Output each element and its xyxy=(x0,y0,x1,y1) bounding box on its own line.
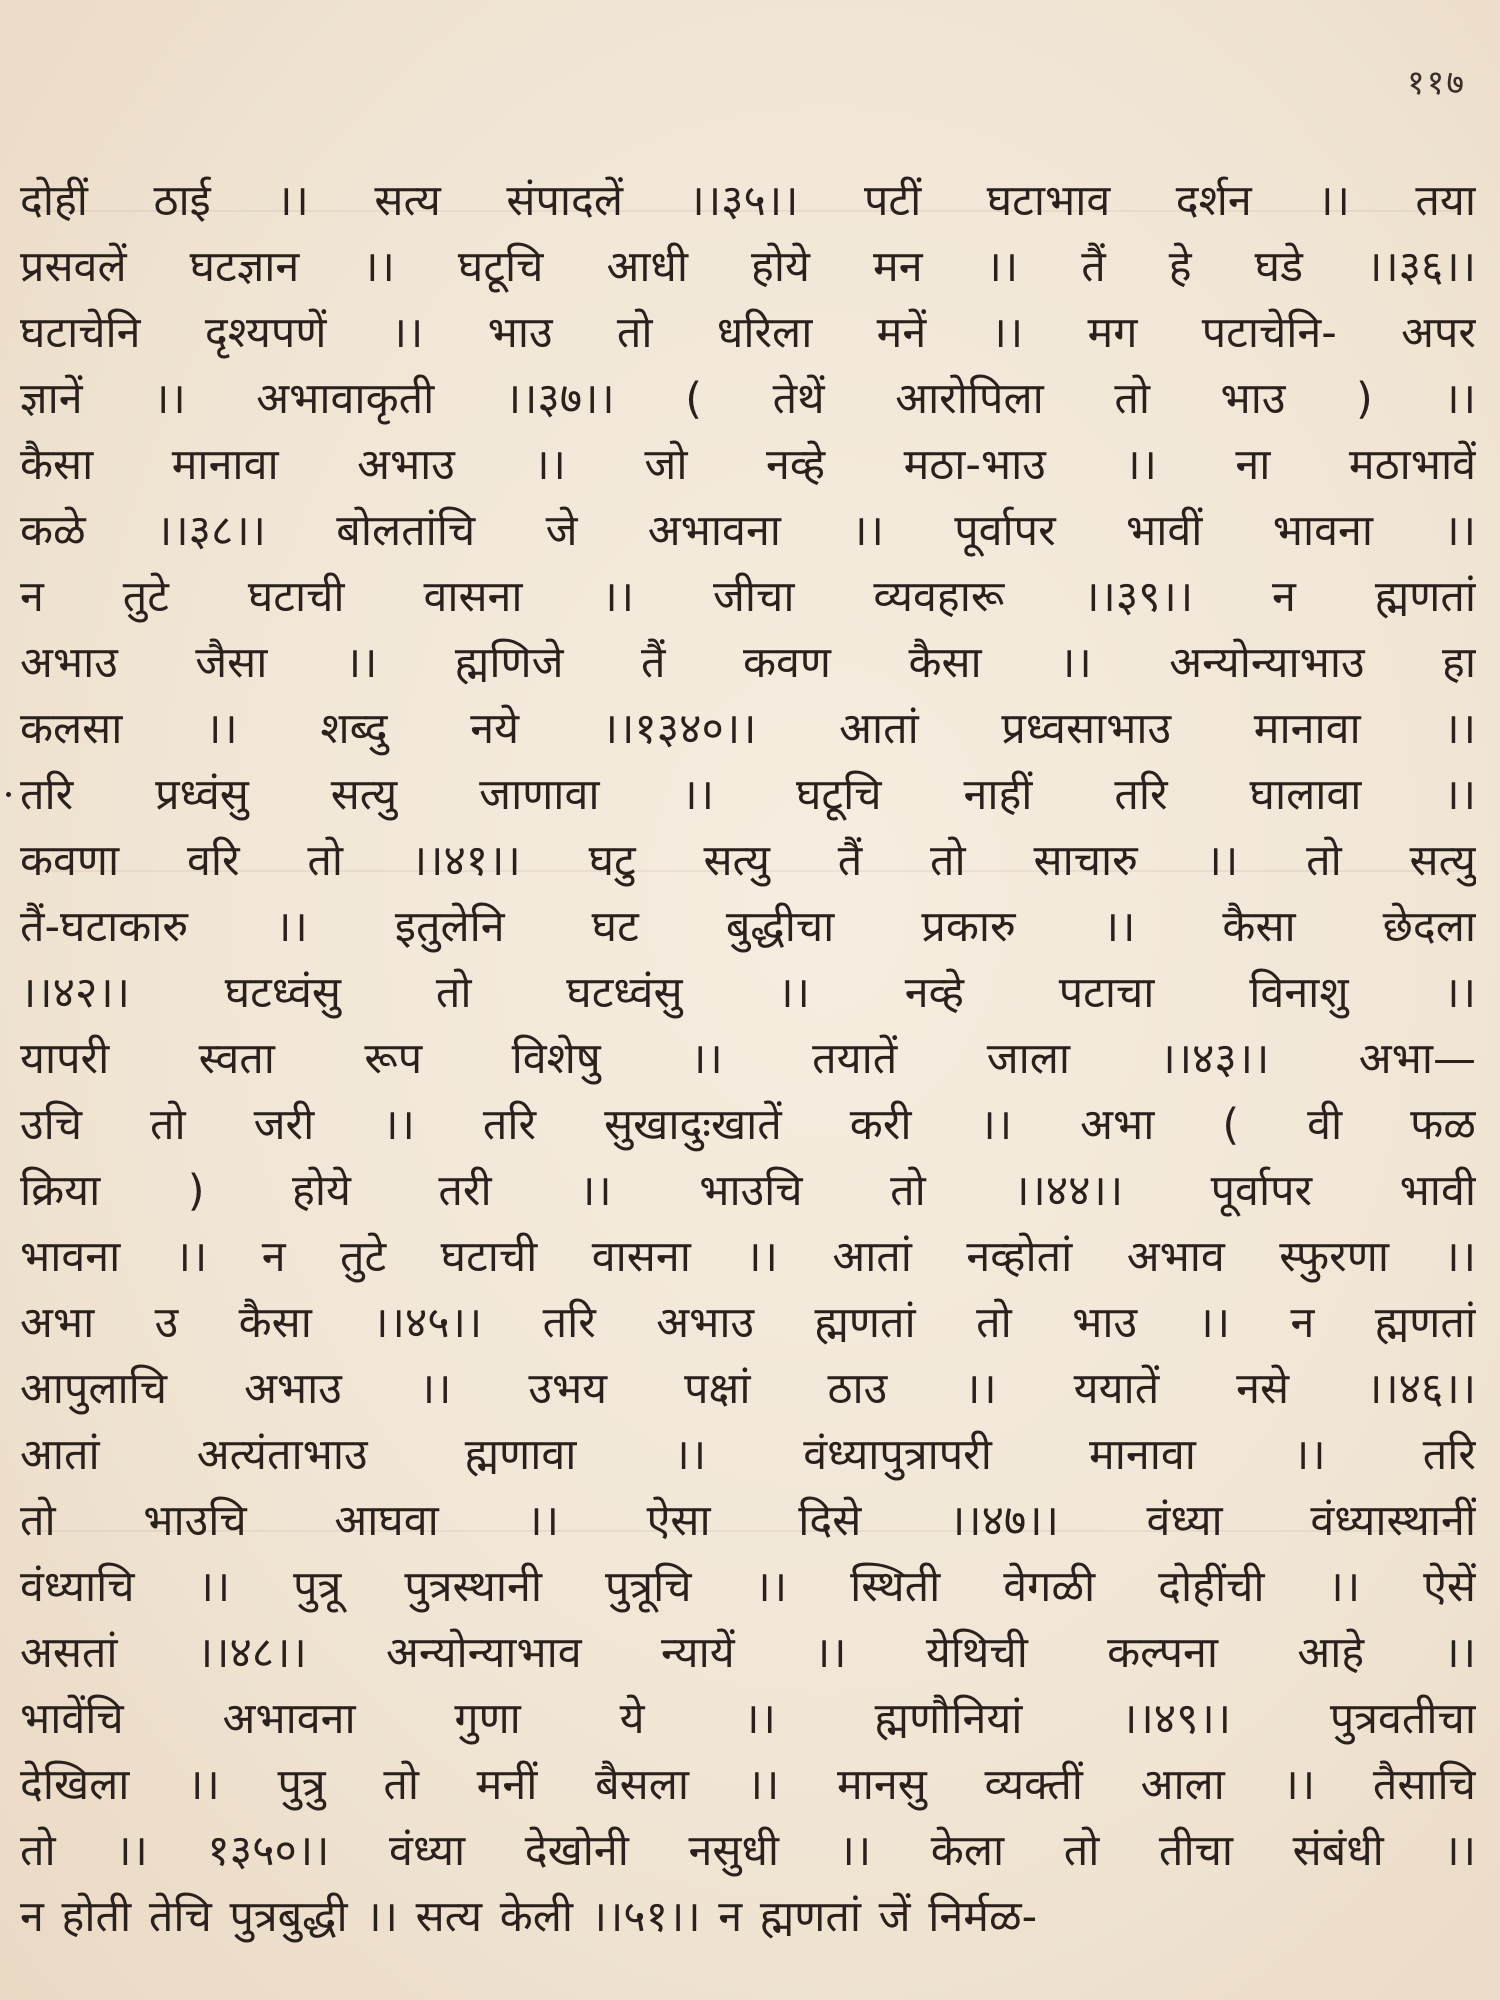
text-line: क्रिया ) होये तरी ।। भाउचि तो ।।४४।। पूर्वापर भावी xyxy=(20,1166,1476,1216)
text-line: कैसा मानावा अभाउ ।। जो नव्हे मठा-भाउ ।। ना मठाभावें xyxy=(20,440,1476,490)
margin-dot xyxy=(6,792,11,797)
text-line: तैं-घटाकारु ।। इतुलेनि घट बुद्धीचा प्रकारु ।। कैसा छेदला xyxy=(20,902,1476,952)
text-line: उचि तो जरी ।। तरि सुखादुःखातें करी ।। अभा ( वी फळ xyxy=(20,1100,1476,1150)
text-line: अभा उ कैसा ।।४५।। तरि अभाउ ह्मणतां तो भाउ ।। न ह्मणतां xyxy=(20,1298,1476,1348)
text-line: तो भाउचि आघवा ।। ऐसा दिसे ।।४७।। वंध्या वंध्यास्थानीं xyxy=(20,1496,1476,1546)
text-line: तो ।। १३५०।। वंध्या देखोनी नसुधी ।। केला तो तीचा संबंधी ।। xyxy=(20,1826,1476,1876)
text-line: प्रसवलें घटज्ञान ।। घटूचि आधी होये मन ।। तैं हे घडे ।।३६।। xyxy=(20,242,1476,292)
text-line: घटाचेनि दृश्यपणें ।। भाउ तो धरिला मनें ।। मग पटाचेनि- अपर xyxy=(20,308,1476,358)
text-line: भावेंचि अभावना गुणा ये ।। ह्मणौनियां ।।४९।। पुत्रवतीचा xyxy=(20,1694,1476,1744)
text-line: कळे ।।३८।। बोलतांचि जे अभावना ।। पूर्वापर भावीं भावना ।। xyxy=(20,506,1476,556)
text-line: आतां अत्यंताभाउ ह्मणावा ।। वंध्यापुत्रापरी मानावा ।। तरि xyxy=(20,1430,1476,1480)
text-line: अभाउ जैसा ।। ह्मणिजे तैं कवण कैसा ।। अन्योन्याभाउ हा xyxy=(20,638,1476,688)
text-line: ज्ञानें ।। अभावाकृती ।।३७।। ( तेथें आरोपिला तो भाउ ) ।। xyxy=(20,374,1476,424)
text-line: भावना ।। न तुटे घटाची वासना ।। आतां नव्होतां अभाव स्फुरणा ।। xyxy=(20,1232,1476,1282)
text-line: यापरी स्वता रूप विशेषु ।। तयातें जाला ।।४३।। अभा— xyxy=(20,1034,1476,1084)
text-line: देखिला ।। पुत्रु तो मनीं बैसला ।। मानसु व्यक्तीं आला ।। तैसाचि xyxy=(20,1760,1476,1810)
page-number: ११७ xyxy=(1406,63,1466,103)
text-line: तरि प्रध्वंसु सत्यु जाणावा ।। घटूचि नाहीं तरि घालावा ।। xyxy=(20,770,1476,820)
text-line: न तुटे घटाची वासना ।। जीचा व्यवहारू ।।३९।। न ह्मणतां xyxy=(20,572,1476,622)
text-line: दोहीं ठाई ।। सत्य संपादलें ।।३५।। पटीं घटाभाव दर्शन ।। तया xyxy=(20,176,1476,226)
text-line: वंध्याचि ।। पुत्रू पुत्रस्थानी पुत्रूचि ।। स्थिती वेगळी दोहींची ।। ऐसें xyxy=(20,1562,1476,1612)
text-line: असतां ।।४८।। अन्योन्याभाव न्यायें ।। येथिची कल्पना आहे ।। xyxy=(20,1628,1476,1678)
text-line: आपुलाचि अभाउ ।। उभय पक्षां ठाउ ।। ययातें नसे ।।४६।। xyxy=(20,1364,1476,1414)
text-line: न होती तेचि पुत्रबुद्धी ।। सत्य केली ।।५१।। न ह्मणतां जें निर्मळ- xyxy=(20,1892,1038,1942)
text-line: कवणा वरि तो ।।४१।। घटु सत्यु तैं तो साचारु ।। तो सत्यु xyxy=(20,836,1476,886)
text-line: ।।४२।। घटध्वंसु तो घटध्वंसु ।। नव्हे पटाचा विनाशु ।। xyxy=(20,968,1476,1018)
body-text xyxy=(20,168,1476,1950)
text-line: कलसा ।। शब्दु नये ।।१३४०।। आतां प्रध्वसाभाउ मानावा ।। xyxy=(20,704,1476,754)
